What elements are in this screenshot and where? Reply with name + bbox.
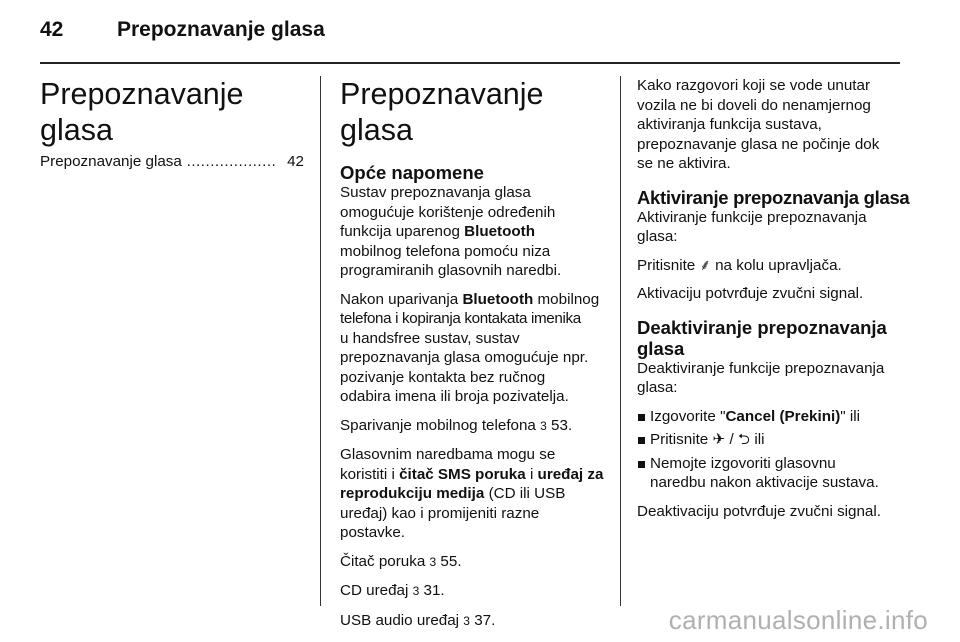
right-column — [637, 76, 910, 530]
end-call-icon: ✈ — [712, 431, 726, 448]
middle-column — [340, 76, 608, 640]
activation-note-paragraph: Kako razgovori koji se vode unutar vozila ne bi doveli do nenamjernog aktiviranja funkcija sustava, prepoznavanje glasa ne počinje dok se ne aktivira. — [637, 77, 880, 172]
reference-arrow-icon: 3 — [429, 554, 437, 569]
toc-page: 42 — [287, 153, 304, 170]
voice-button-icon: ⸙ — [699, 256, 711, 274]
toc-label: Prepoznavanje glasa — [40, 153, 182, 170]
list-item: Pritisnite ✈ / ⮌ ili — [637, 430, 905, 450]
page-number: 42 — [40, 18, 64, 41]
deactivation-options — [637, 407, 905, 493]
column-divider-right — [620, 76, 621, 606]
header-rule — [40, 62, 900, 64]
voice-commands-paragraph: Glasovnim naredbama mogu se koristiti i čitač SMS poruka i uređaj za reprodukciju medija (CD ili USB uređaj) kao i promijeniti razne postavke. — [340, 446, 604, 541]
reference-arrow-icon: 3 — [463, 613, 470, 628]
cd-player-reference[interactable]: CD uređaj 3 31. — [340, 582, 445, 599]
reference-arrow-icon: 3 — [412, 584, 420, 598]
list-item: Nemojte izgovoriti glasovnu naredbu nakon aktivacije sustava. — [637, 454, 905, 493]
section-heading: Prepoznavanje glasa — [40, 77, 244, 147]
deactivation-confirmation: Deaktivaciju potvrđuje zvučni signal. — [637, 502, 881, 520]
watermark: carmanualsonline.info — [668, 605, 928, 635]
toc-leader-dots: ................... — [186, 153, 277, 170]
usb-audio-reference[interactable]: USB audio uređaj 3 37. — [340, 611, 496, 629]
message-reader-reference[interactable]: Čitač poruka 3 55. — [340, 552, 462, 570]
intro-paragraph: Sustav prepoznavanja glasa omogućuje korištenje određenih funkcija uparenog Bluetooth mobilnog telefona pomoću niza programiranih glasovnih naredbi. — [340, 184, 562, 279]
activation-step: Pritisnite ⸙ na kolu upravljača. — [637, 256, 842, 274]
column-divider-left — [320, 76, 321, 606]
toc-entry[interactable] — [40, 152, 304, 172]
back-arrow-icon: ⮌ — [737, 431, 751, 448]
general-notes-heading: Opće napomene — [340, 162, 484, 183]
running-header-title: Prepoznavanje glasa — [117, 18, 325, 41]
reference-arrow-icon: 3 — [540, 418, 547, 433]
list-item: Izgovorite "Cancel (Prekini)" ili — [637, 407, 905, 427]
page-heading: Prepoznavanje glasa — [340, 77, 544, 147]
activation-confirmation: Aktivaciju potvrđuje zvučni signal. — [637, 285, 864, 302]
deactivation-intro: Deaktiviranje funkcije prepoznavanja glasa: — [637, 359, 885, 396]
left-column — [40, 76, 310, 148]
pairing-paragraph: Nakon uparivanja Bluetooth mobilnog telefona i kopiranja kontakata imenika u handsfree sustav, sustav prepoznavanja glasa omogućuje npr. pozivanje kontakta bez ručnog odabira imena ili broja pozivatelja. — [340, 290, 600, 405]
activation-heading: Aktiviranje prepoznavanja glasa — [637, 186, 910, 208]
activation-intro: Aktiviranje funkcije prepoznavanja glasa: — [637, 208, 867, 245]
phone-pairing-reference[interactable]: Sparivanje mobilnog telefona 3 53. — [340, 416, 573, 434]
deactivation-heading: Deaktiviranje prepoznavanja glasa — [637, 316, 887, 359]
